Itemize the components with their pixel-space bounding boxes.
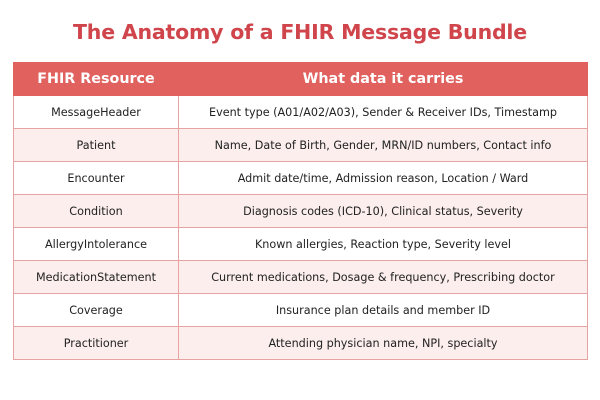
table-header-row: [14, 63, 588, 96]
data-cell: Attending physician name, NPI, specialty: [179, 327, 588, 360]
resource-cell: Coverage: [14, 294, 179, 327]
page-title: The Anatomy of a FHIR Message Bundle: [73, 20, 527, 44]
data-cell: Current medications, Dosage & frequency, Prescribing doctor: [179, 261, 588, 294]
resource-cell: MedicationStatement: [14, 261, 179, 294]
column-header-resource: FHIR Resource: [14, 63, 179, 96]
resource-cell: Patient: [14, 129, 179, 162]
table-row: [14, 195, 588, 228]
table-row: [14, 294, 588, 327]
resource-cell: Condition: [14, 195, 179, 228]
resource-cell: Practitioner: [14, 327, 179, 360]
resource-cell: AllergyIntolerance: [14, 228, 179, 261]
column-header-data: What data it carries: [179, 63, 588, 96]
fhir-resource-table: [13, 62, 588, 360]
data-cell: Name, Date of Birth, Gender, MRN/ID numbers, Contact info: [179, 129, 588, 162]
resource-cell: MessageHeader: [14, 96, 179, 129]
data-cell: Admit date/time, Admission reason, Location / Ward: [179, 162, 588, 195]
table-row: [14, 261, 588, 294]
table-row: [14, 129, 588, 162]
table-row: [14, 162, 588, 195]
data-cell: Diagnosis codes (ICD-10), Clinical status, Severity: [179, 195, 588, 228]
data-cell: Insurance plan details and member ID: [179, 294, 588, 327]
table-row: [14, 327, 588, 360]
table-row: [14, 96, 588, 129]
data-cell: Event type (A01/A02/A03), Sender & Receiver IDs, Timestamp: [179, 96, 588, 129]
resource-cell: Encounter: [14, 162, 179, 195]
table-row: [14, 228, 588, 261]
data-cell: Known allergies, Reaction type, Severity level: [179, 228, 588, 261]
